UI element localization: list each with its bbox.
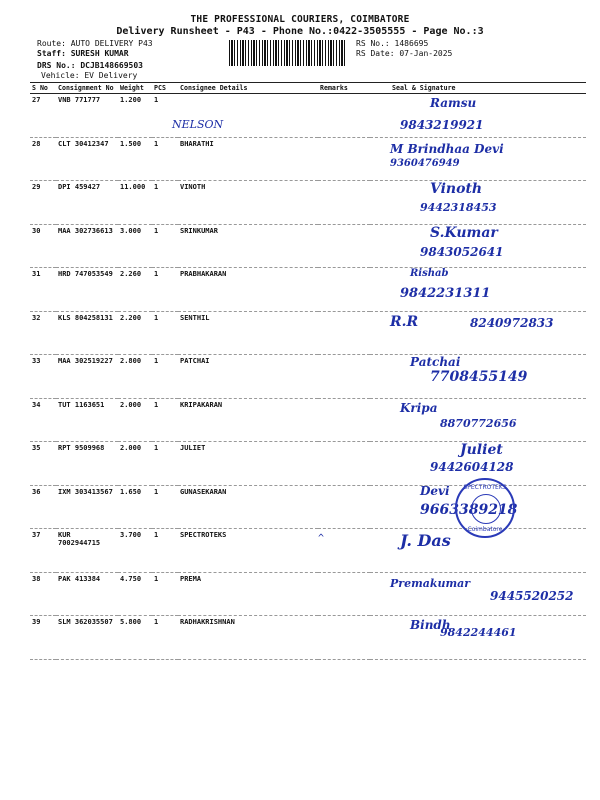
remarks-cell — [318, 485, 370, 529]
sno-cell: 35 — [30, 442, 56, 486]
consignee-cell: GUNASEKARAN — [178, 485, 318, 529]
consignee-cell: SPECTROTEKS — [178, 529, 318, 573]
handwritten-phone: 9843052641 — [420, 244, 504, 259]
consignment-no-cell: SLM 362035507 — [56, 616, 118, 660]
remarks-cell — [318, 355, 370, 399]
weight-cell: 4.750 — [118, 572, 152, 616]
consignee-cell: PRABHAKARAN — [178, 268, 318, 312]
consignee-cell: VINOTH — [178, 181, 318, 225]
table-row — [30, 94, 586, 138]
remarks-cell — [318, 442, 370, 486]
rs-no-label: RS No.: — [356, 39, 390, 48]
remarks-cell — [318, 529, 370, 573]
weight-cell: 1.650 — [118, 485, 152, 529]
pcs-cell: 1 — [152, 311, 178, 355]
table-row — [30, 311, 586, 355]
handwritten-phone: 9360476949 — [390, 157, 460, 169]
weight-cell: 1.500 — [118, 137, 152, 181]
stamp-inner-ring — [471, 494, 501, 524]
pcs-cell: 1 — [152, 268, 178, 312]
consignee-cell: PATCHAI — [178, 355, 318, 399]
consignment-no-cell: MAA 302519227 — [56, 355, 118, 399]
sno-cell: 29 — [30, 181, 56, 225]
weight-cell: 11.000 — [118, 181, 152, 225]
pcs-cell: 1 — [152, 398, 178, 442]
signature-cell — [370, 137, 586, 181]
handwritten-phone: 9843219921 — [400, 118, 484, 132]
pcs-cell: 1 — [152, 616, 178, 660]
handwritten-phone: 9445520252 — [490, 588, 574, 603]
weight-cell: 3.700 — [118, 529, 152, 573]
table-row — [30, 355, 586, 399]
pcs-cell: 1 — [152, 442, 178, 486]
weight-cell: 5.800 — [118, 616, 152, 660]
consignment-no-cell: IXM 303413567 — [56, 485, 118, 529]
handwritten-phone: 7708455149 — [430, 369, 528, 385]
sno-cell: 27 — [30, 94, 56, 138]
col-header-signature: Seal & Signature — [370, 83, 586, 94]
handwritten-signature: Devi — [420, 483, 450, 498]
signature-cell — [370, 224, 586, 268]
consignment-no-cell: KLS 804258131 — [56, 311, 118, 355]
sno-cell: 36 — [30, 485, 56, 529]
route-value: AUTO DELIVERY P43 — [70, 39, 153, 48]
sno-cell: 38 — [30, 572, 56, 616]
signature-cell — [370, 311, 586, 355]
table-row — [30, 442, 586, 486]
handwritten-signature: Kripa — [400, 400, 438, 415]
remarks-cell — [318, 94, 370, 138]
signature-cell — [370, 616, 586, 660]
remarks-cell — [318, 268, 370, 312]
table-row — [30, 572, 586, 616]
col-header-pcs: PCS — [152, 83, 178, 94]
remarks-cell — [318, 224, 370, 268]
pcs-cell: 1 — [152, 355, 178, 399]
col-header-weight: Weight — [118, 83, 152, 94]
pcs-cell: 1 — [152, 572, 178, 616]
company-seal-stamp — [455, 478, 515, 538]
runsheet-table — [30, 82, 586, 660]
vehicle-label: Vehicle: — [41, 71, 80, 80]
sno-cell: 37 — [30, 529, 56, 573]
consignment-no-cell: PAK 413384 — [56, 572, 118, 616]
rs-no-value: 1486695 — [394, 39, 429, 48]
weight-cell: 2.000 — [118, 398, 152, 442]
consignment-no-cell: KUR 7002944715 — [56, 529, 118, 573]
handwritten-phone: 9842244461 — [440, 626, 517, 639]
consignee-cell: BHARATHI — [178, 137, 318, 181]
vehicle-line — [41, 70, 137, 81]
consignment-no-cell: TUT 1163651 — [56, 398, 118, 442]
stamp-bottom-text: Coimbatore — [467, 526, 503, 533]
handwritten-signature: R.R — [390, 313, 419, 330]
pcs-cell: 1 — [152, 529, 178, 573]
sno-cell: 33 — [30, 355, 56, 399]
handwritten-phone: 9663389218 — [420, 501, 518, 518]
weight-cell: 2.200 — [118, 311, 152, 355]
vehicle-value: EV Delivery — [84, 71, 138, 80]
weight-cell: 1.200 — [118, 94, 152, 138]
sno-cell: 39 — [30, 616, 56, 660]
col-header-consignment: Consignment No — [56, 83, 118, 94]
table-row — [30, 181, 586, 225]
stamp-top-text: SPECTROTEKS — [463, 484, 507, 491]
remarks-cell — [318, 616, 370, 660]
staff-value: SURESH KUMAR — [70, 49, 129, 58]
handwritten-signature: Ramsu — [430, 96, 477, 110]
remarks-cell — [318, 572, 370, 616]
handwritten-phone: 9442604128 — [430, 460, 514, 474]
handwritten-phone: 9842231311 — [400, 286, 491, 301]
rs-date-line — [356, 48, 452, 59]
remarks-cell — [318, 311, 370, 355]
signature-cell — [370, 355, 586, 399]
handwritten-signature: J. Das — [400, 531, 451, 550]
pcs-cell: 1 — [152, 94, 178, 138]
route-label: Route: — [37, 39, 66, 48]
table-row — [30, 137, 586, 181]
signature-cell — [370, 181, 586, 225]
consignment-no-cell: DPI 459427 — [56, 181, 118, 225]
consignment-no-cell: VNB 771777 — [56, 94, 118, 138]
table-row — [30, 268, 586, 312]
remarks-cell — [318, 398, 370, 442]
staff-line — [37, 48, 129, 59]
company-name: THE PROFESSIONAL COURIERS, COIMBATORE — [190, 14, 410, 25]
weight-cell: 3.000 — [118, 224, 152, 268]
table-row — [30, 224, 586, 268]
signature-cell — [370, 398, 586, 442]
consignee-cell: SENTHIL — [178, 311, 318, 355]
table-row — [30, 616, 586, 660]
consignee-cell: SRINKUMAR — [178, 224, 318, 268]
handwritten-signature: Patchai — [410, 355, 461, 369]
consignee-cell: RADHAKRISHNAN — [178, 616, 318, 660]
handwritten-signature: Vinoth — [430, 181, 483, 197]
rs-date-value: 07-Jan-2025 — [399, 49, 453, 58]
weight-cell: 2.800 — [118, 355, 152, 399]
col-header-remarks: Remarks — [318, 83, 370, 94]
table-row — [30, 398, 586, 442]
pcs-cell: 1 — [152, 137, 178, 181]
weight-cell: 2.000 — [118, 442, 152, 486]
remarks-cell — [318, 181, 370, 225]
handwritten-signature: Bindh — [410, 618, 451, 632]
drs-value: DCJB148669503 — [80, 61, 143, 70]
caret-mark: ^ — [318, 533, 325, 544]
signature-cell — [370, 268, 586, 312]
pcs-cell: 1 — [152, 224, 178, 268]
drs-barcode — [229, 40, 347, 66]
signature-cell — [370, 572, 586, 616]
sno-cell: 28 — [30, 137, 56, 181]
consignee-cell: PREMA — [178, 572, 318, 616]
handwritten-signature: Juliet — [460, 442, 503, 458]
handwritten-signature: Rishab — [410, 268, 449, 279]
col-header-consignee: Consignee Details — [178, 83, 318, 94]
handwritten-phone: 8240972833 — [470, 315, 554, 330]
col-header-sno: S No — [30, 83, 56, 94]
drs-label: DRS No.: — [37, 61, 76, 70]
handwritten-signature: S.Kumar — [430, 224, 498, 241]
remarks-cell — [318, 137, 370, 181]
sno-cell: 32 — [30, 311, 56, 355]
consignment-no-cell: HRD 747053549 — [56, 268, 118, 312]
signature-cell — [370, 94, 586, 138]
table-row — [30, 529, 586, 573]
consignment-no-cell: MAA 302736613 — [56, 224, 118, 268]
handwritten-signature: M Brindhaa Devi — [390, 141, 504, 156]
sno-cell: 30 — [30, 224, 56, 268]
consignment-no-cell: CLT 30412347 — [56, 137, 118, 181]
handwritten-consignee: NELSON — [172, 118, 224, 131]
rs-date-label: RS Date: — [356, 49, 395, 58]
table-header-row — [30, 83, 586, 94]
pcs-cell: 1 — [152, 485, 178, 529]
runsheet-title: Delivery Runsheet - P43 - Phone No.:0422-3505555 - Page No.:3 — [116, 26, 484, 37]
weight-cell: 2.260 — [118, 268, 152, 312]
pcs-cell: 1 — [152, 181, 178, 225]
handwritten-phone: 8870772656 — [440, 416, 517, 430]
consignee-cell: KRIPAKARAN — [178, 398, 318, 442]
sno-cell: 31 — [30, 268, 56, 312]
handwritten-phone: 9442318453 — [420, 201, 497, 214]
sno-cell: 34 — [30, 398, 56, 442]
handwritten-signature: Premakumar — [390, 576, 471, 590]
staff-label: Staff: — [37, 49, 66, 58]
consignment-no-cell: RPT 9509968 — [56, 442, 118, 486]
consignee-cell: JULIET — [178, 442, 318, 486]
